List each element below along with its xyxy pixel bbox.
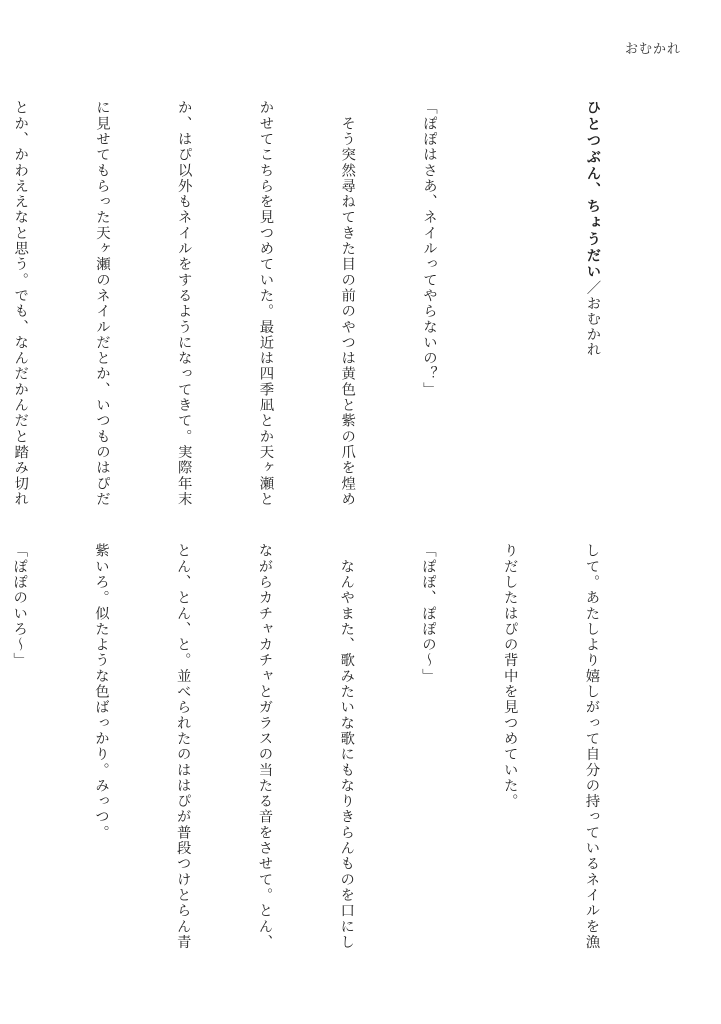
title-separator: ／ [584, 280, 601, 296]
title-author: おむかれ [584, 295, 601, 358]
text-line: 「ぽぽはさあ、ネイルってやらないの？」 [421, 100, 437, 398]
text-line: とん、とん、と。並べられたのははぴが普段つけとらん青 [174, 543, 191, 950]
text-line: りだしたはぴの背中を見つめていた。 [501, 543, 518, 810]
title-spacer [497, 100, 524, 520]
text-line: 紫いろ。似たような色ばっかり。みっつ。 [93, 543, 109, 841]
running-header: おむかれ [624, 42, 681, 57]
text-line: かせてこちらを見つめていた。最近は四季凪とか天ヶ瀬と [257, 100, 274, 507]
text-line: なんやまた、歌みたいな歌にもなりきらんものを口にし [338, 543, 355, 950]
text-line: に見せてもらった天ヶ瀬のネイルだとか、いつものはぴだ [94, 100, 110, 507]
text-line: か、はぴ以外もネイルをするようになってきて。実際年末 [175, 100, 192, 507]
text-line: ながらカチャカチャとガラスの当たる音をさせて。とん、 [256, 543, 273, 950]
text-line: して。あたしより嬉しがって自分の持っているネイルを漁 [583, 543, 600, 950]
text-line: そう突然尋ねてきた目の前のやつは黄色と紫の爪を煌め [339, 100, 356, 507]
text-block-bottom [11, 543, 659, 963]
text-line: 「ぽぽ、ぽぽの～」 [420, 543, 436, 684]
story-title [578, 100, 606, 520]
title-main: ひとつぶん、ちょうだい [584, 100, 602, 281]
text-line: 「ぽぽのいろ～」 [11, 543, 28, 669]
text-block-top [12, 100, 661, 520]
text-line: とか、かわええなと思う。でも、なんだかんだと踏み切れ [12, 100, 29, 507]
